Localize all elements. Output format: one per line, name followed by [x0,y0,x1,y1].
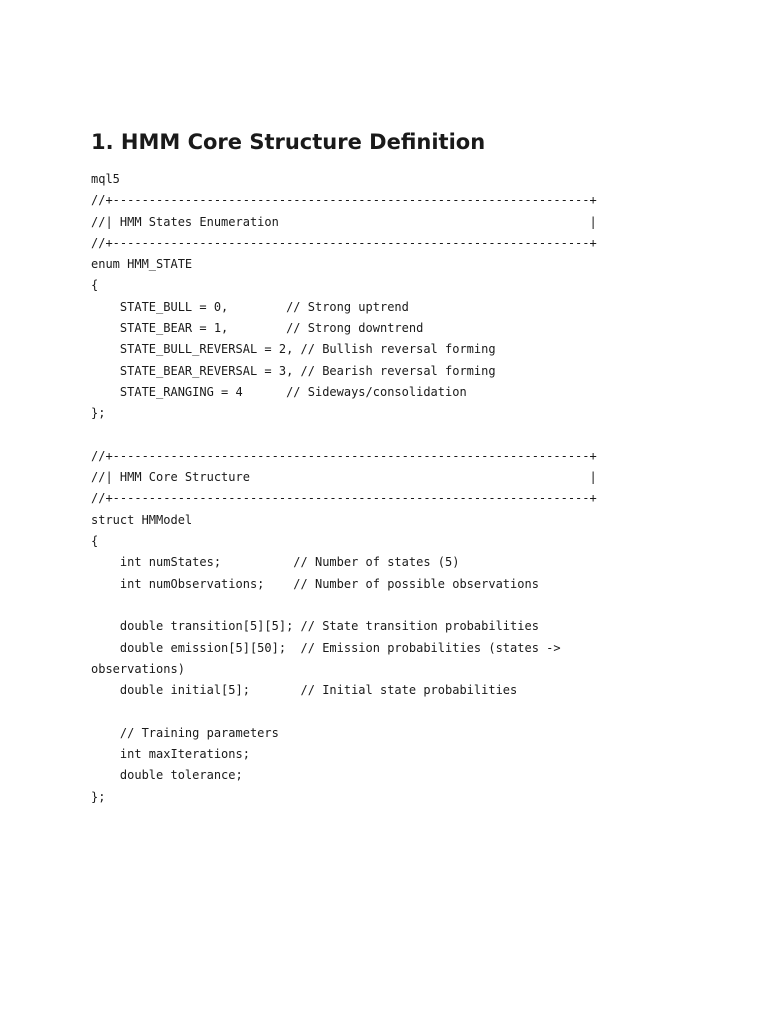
code-line: double tolerance; [91,768,243,783]
section-heading: 1. HMM Core Structure Definition [91,130,486,154]
code-line: enum HMM_STATE [91,257,193,272]
code-line: int maxIterations; [91,747,250,762]
code-line: STATE_RANGING = 4 // Sideways/consolidation [91,384,467,399]
code-line: int numStates; // Number of states (5) [91,555,460,570]
code-line: }; [91,406,106,421]
document-page [91,128,731,808]
code-line: { [91,278,99,293]
code-line: STATE_BULL_REVERSAL = 2, // Bullish reversal forming [91,342,496,357]
code-line [91,425,731,446]
code-language-label: mql5 [91,172,120,186]
code-line: int numObservations; // Number of possible observations [91,576,539,591]
code-line: STATE_BEAR_REVERSAL = 3, // Bearish reversal forming [91,363,496,378]
code-line: { [91,534,99,549]
code-line: double transition[5][5]; // State transition probabilities [91,619,539,634]
code-line [91,595,731,616]
code-line: //+------------------------------------------------------------------+ [91,448,597,463]
code-line: //+------------------------------------------------------------------+ [91,193,597,208]
code-line: double initial[5]; // Initial state probabilities [91,683,518,698]
code-line: }; [91,789,106,804]
code-line: double emission[5][50]; // Emission probabilities (states -> [91,640,561,655]
code-block [91,190,731,808]
code-line: // Training parameters [91,725,279,740]
code-line [91,701,731,722]
code-line: //| HMM States Enumeration | [91,214,597,229]
code-line: //+------------------------------------------------------------------+ [91,491,597,506]
code-line: STATE_BULL = 0, // Strong uptrend [91,299,409,314]
code-line: //+------------------------------------------------------------------+ [91,235,597,250]
code-line: observations) [91,661,185,676]
code-line: //| HMM Core Structure | [91,470,597,485]
code-line: struct HMModel [91,512,193,527]
code-line: STATE_BEAR = 1, // Strong downtrend [91,321,424,336]
